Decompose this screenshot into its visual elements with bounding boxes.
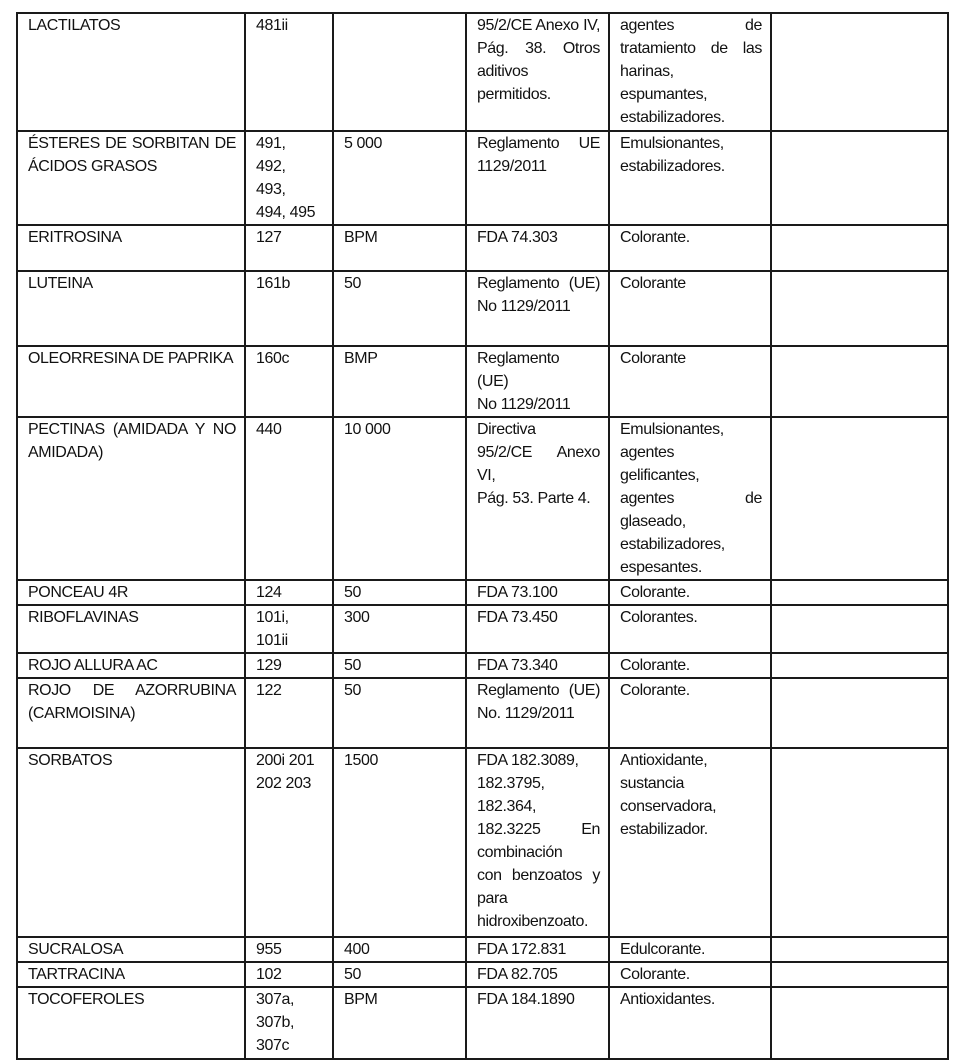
ins-number-cell (245, 346, 333, 417)
notes-cell (771, 417, 948, 580)
ins-number-cell (245, 653, 333, 678)
ins-number-cell (245, 225, 333, 271)
max-limit: 400 (344, 941, 370, 958)
reference-cell (466, 417, 609, 580)
ins-number-cell (245, 271, 333, 346)
function-cell (609, 271, 771, 346)
ins-number: 440 (256, 421, 282, 438)
notes-cell (771, 605, 948, 653)
max-limit: 50 (344, 682, 361, 699)
reference-cell (466, 131, 609, 225)
ins-number: 481ii (256, 17, 288, 34)
additive-name-cell (17, 937, 245, 962)
max-limit-cell (333, 962, 466, 987)
technological-function: Colorante (620, 275, 686, 292)
additive-name: SUCRALOSA (28, 941, 124, 958)
notes-cell (771, 225, 948, 271)
technological-function: agentes de tratamiento de las harinas, espumantes, estabilizadores. (620, 17, 762, 126)
technological-function: Edulcorante. (620, 941, 706, 958)
reference: 95/2/CE Anexo IV, Pág. 38. Otros aditivos permitidos. (477, 17, 600, 103)
function-cell (609, 987, 771, 1059)
technological-function: Antioxidante, sustancia conservadora, estabilizador. (620, 752, 717, 838)
ins-number: 161b (256, 275, 290, 292)
reference: FDA 74.303 (477, 229, 558, 246)
ins-number-cell (245, 605, 333, 653)
ins-number: 102 (256, 966, 282, 983)
additives-table (16, 12, 949, 1060)
reference: Directiva 95/2/CE Anexo VI, Pág. 53. Parte 4. (477, 421, 600, 507)
notes-cell (771, 13, 948, 131)
table-row (17, 678, 948, 748)
function-cell (609, 937, 771, 962)
notes-cell (771, 748, 948, 937)
table-row (17, 225, 948, 271)
ins-number: 200i 201 202 203 (256, 752, 315, 792)
max-limit: 50 (344, 584, 361, 601)
ins-number: 129 (256, 657, 282, 674)
max-limit-cell (333, 580, 466, 605)
reference: Reglamento UE 1129/2011 (477, 135, 600, 175)
additive-name-cell (17, 962, 245, 987)
additive-name-cell (17, 605, 245, 653)
max-limit-cell (333, 987, 466, 1059)
additive-name-cell (17, 225, 245, 271)
reference-cell (466, 346, 609, 417)
max-limit-cell (333, 937, 466, 962)
ins-number-cell (245, 131, 333, 225)
reference: FDA 73.100 (477, 584, 558, 601)
ins-number-cell (245, 13, 333, 131)
table-row (17, 346, 948, 417)
function-cell (609, 748, 771, 937)
reference: Reglamento (UE) No 1129/2011 (477, 350, 571, 413)
additive-name: TARTRACINA (28, 966, 125, 983)
additive-name-cell (17, 580, 245, 605)
additive-name-cell (17, 748, 245, 937)
additive-name: TOCOFEROLES (28, 991, 145, 1008)
max-limit-cell (333, 271, 466, 346)
additive-name-cell (17, 417, 245, 580)
max-limit-cell (333, 653, 466, 678)
reference: FDA 82.705 (477, 966, 558, 983)
ins-number: 127 (256, 229, 282, 246)
technological-function: Emulsionantes, estabilizadores. (620, 135, 725, 175)
max-limit: 50 (344, 275, 361, 292)
reference-cell (466, 605, 609, 653)
additive-name: ROJO ALLURA AC (28, 657, 158, 674)
reference-cell (466, 653, 609, 678)
additive-name: LUTEINA (28, 275, 93, 292)
table-row (17, 962, 948, 987)
additive-name-cell (17, 987, 245, 1059)
ins-number-cell (245, 580, 333, 605)
max-limit: 5 000 (344, 135, 383, 152)
reference-cell (466, 271, 609, 346)
technological-function: Antioxidantes. (620, 991, 715, 1008)
max-limit-cell (333, 131, 466, 225)
function-cell (609, 225, 771, 271)
technological-function: Colorante. (620, 682, 690, 699)
ins-number: 491, 492, 493, 494, 495 (256, 135, 316, 221)
additive-name-cell (17, 13, 245, 131)
table-row (17, 605, 948, 653)
function-cell (609, 13, 771, 131)
table-row (17, 13, 948, 131)
function-cell (609, 962, 771, 987)
ins-number: 160c (256, 350, 290, 367)
max-limit-cell (333, 678, 466, 748)
additive-name: SORBATOS (28, 752, 113, 769)
additive-name: RIBOFLAVINAS (28, 609, 139, 626)
reference-cell (466, 962, 609, 987)
ins-number: 124 (256, 584, 282, 601)
additive-name: LACTILATOS (28, 17, 121, 34)
additive-name: ERITROSINA (28, 229, 122, 246)
additive-name-cell (17, 653, 245, 678)
ins-number: 955 (256, 941, 282, 958)
function-cell (609, 417, 771, 580)
notes-cell (771, 987, 948, 1059)
notes-cell (771, 678, 948, 748)
additive-name-cell (17, 131, 245, 225)
notes-cell (771, 580, 948, 605)
technological-function: Colorante. (620, 966, 690, 983)
table-row (17, 748, 948, 937)
ins-number-cell (245, 748, 333, 937)
additive-name-cell (17, 678, 245, 748)
reference-cell (466, 987, 609, 1059)
max-limit-cell (333, 225, 466, 271)
max-limit: 50 (344, 657, 361, 674)
max-limit: BPM (344, 991, 378, 1008)
notes-cell (771, 653, 948, 678)
max-limit: 10 000 (344, 421, 391, 438)
reference: FDA 73.340 (477, 657, 558, 674)
table-body (17, 13, 948, 1059)
function-cell (609, 653, 771, 678)
max-limit: 1500 (344, 752, 378, 769)
ins-number-cell (245, 962, 333, 987)
technological-function: Colorante. (620, 584, 690, 601)
table-row (17, 131, 948, 225)
ins-number: 122 (256, 682, 282, 699)
function-cell (609, 131, 771, 225)
table-row (17, 987, 948, 1059)
max-limit-cell (333, 417, 466, 580)
technological-function: Colorante (620, 350, 686, 367)
reference-cell (466, 937, 609, 962)
reference: FDA 182.3089, 182.3795, 182.364, 182.3225 En combinación con benzoatos y para hidroxibenzoato. (477, 752, 600, 930)
additive-name: ROJO DE AZORRUBINA (CARMOISINA) (28, 682, 236, 722)
ins-number-cell (245, 417, 333, 580)
notes-cell (771, 271, 948, 346)
table-row (17, 653, 948, 678)
ins-number-cell (245, 937, 333, 962)
additive-name-cell (17, 271, 245, 346)
reference: Reglamento (UE) No 1129/2011 (477, 275, 600, 315)
max-limit-cell (333, 13, 466, 131)
notes-cell (771, 937, 948, 962)
max-limit: 50 (344, 966, 361, 983)
table-row (17, 417, 948, 580)
table-row (17, 580, 948, 605)
reference-cell (466, 580, 609, 605)
max-limit-cell (333, 748, 466, 937)
reference: FDA 172.831 (477, 941, 566, 958)
reference-cell (466, 748, 609, 937)
reference-cell (466, 678, 609, 748)
function-cell (609, 580, 771, 605)
function-cell (609, 605, 771, 653)
reference: FDA 73.450 (477, 609, 558, 626)
notes-cell (771, 962, 948, 987)
additive-name: PONCEAU 4R (28, 584, 129, 601)
technological-function: Colorantes. (620, 609, 698, 626)
technological-function: Colorante. (620, 229, 690, 246)
max-limit: BMP (344, 350, 378, 367)
reference-cell (466, 13, 609, 131)
max-limit-cell (333, 605, 466, 653)
reference: FDA 184.1890 (477, 991, 575, 1008)
technological-function: Colorante. (620, 657, 690, 674)
ins-number: 307a, 307b, 307c (256, 991, 295, 1054)
technological-function: Emulsionantes, agentes gelificantes, agentes de glaseado, estabilizadores, espesantes. (620, 421, 762, 576)
max-limit: BPM (344, 229, 378, 246)
reference-cell (466, 225, 609, 271)
additive-name: PECTINAS (AMIDADA Y NO AMIDADA) (28, 421, 236, 461)
additive-name-cell (17, 346, 245, 417)
ins-number: 101i, 101ii (256, 609, 289, 649)
additive-name: ÉSTERES DE SORBITAN DE ÁCIDOS GRASOS (28, 135, 236, 175)
notes-cell (771, 346, 948, 417)
max-limit: 300 (344, 609, 370, 626)
function-cell (609, 678, 771, 748)
additive-name: OLEORRESINA DE PAPRIKA (28, 350, 234, 367)
reference: Reglamento (UE) No. 1129/2011 (477, 682, 600, 722)
function-cell (609, 346, 771, 417)
ins-number-cell (245, 987, 333, 1059)
notes-cell (771, 131, 948, 225)
table-row (17, 937, 948, 962)
max-limit-cell (333, 346, 466, 417)
table-row (17, 271, 948, 346)
ins-number-cell (245, 678, 333, 748)
